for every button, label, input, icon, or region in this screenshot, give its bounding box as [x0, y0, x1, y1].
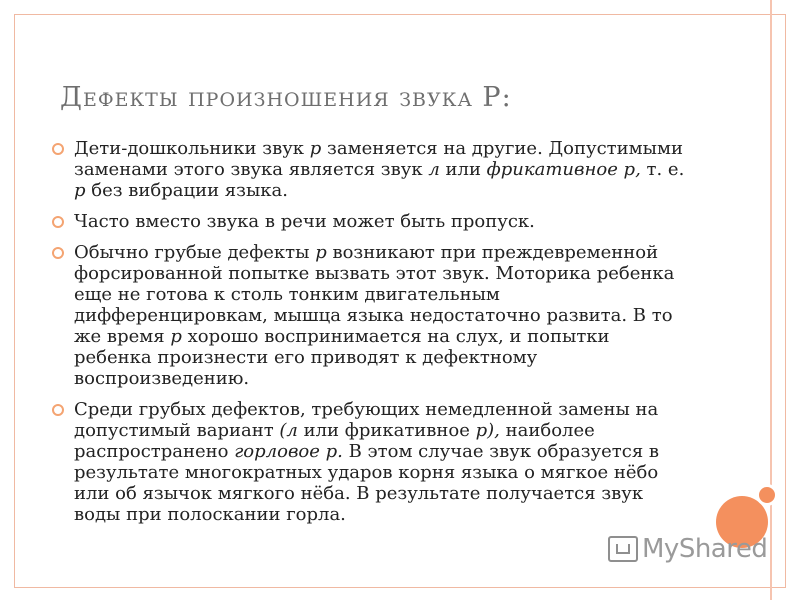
bullet-text: или — [439, 159, 487, 180]
bullet-text: заменяется на другие. Допустимыми заменами этого звука является звук — [74, 138, 683, 180]
bullet-text: Дети-дошкольники звук — [74, 138, 310, 159]
bullet-text: возникают при преждевременной форсированной попытке вызвать этот звук. Моторика ребенка еще не готова к столь тонким двигательным дифференцировкам, мышца языка недостаточно развита. В то же время — [74, 242, 675, 347]
italic-text: л — [428, 159, 440, 180]
accent-circle-small — [756, 484, 778, 506]
bullet-text: или фрикативное — [297, 420, 476, 441]
bullet-text: наиболее распространено — [74, 420, 595, 462]
right-accent-line — [770, 0, 772, 600]
italic-text: р — [74, 180, 86, 201]
bullet-circle-icon — [52, 143, 64, 155]
bullet-text: В этом случае звук образуется в результате многократных ударов корня языка о мягкое нёбо или об язычок мягкого нёба. В результате получается звук воды при полоскании горла. — [74, 441, 660, 525]
italic-text: р — [170, 326, 182, 347]
slide-title: Дефекты произношения звука Р: — [60, 82, 512, 113]
bullet-text: т. е. — [640, 159, 685, 180]
logo-text: MyShared — [642, 534, 768, 564]
bullet-circle-icon — [52, 216, 64, 228]
italic-text: горловое р. — [234, 441, 343, 462]
bullet-item — [52, 211, 692, 232]
bullet-text: Часто вместо звука в речи может быть пропуск. — [74, 211, 535, 232]
bullet-item — [52, 399, 692, 525]
italic-text: р), — [475, 420, 500, 441]
italic-text: фрикативное р, — [486, 159, 641, 180]
bullet-circle-icon — [52, 404, 64, 416]
bullet-text: хорошо воспринимается на слух, и попытки ребенка произнести его приводят к дефектному воспроизведению. — [74, 326, 610, 389]
bullet-item — [52, 138, 692, 201]
myshared-logo — [608, 534, 767, 564]
bullet-text: Среди грубых дефектов, требующих немедленной замены на допустимый вариант — [74, 399, 659, 441]
italic-text: р — [315, 242, 327, 263]
italic-text: р — [309, 138, 322, 159]
bullet-text: без вибрации языка. — [85, 180, 288, 201]
bullet-item — [52, 242, 692, 389]
presentation-board-icon — [608, 536, 638, 562]
bullet-list — [52, 138, 692, 535]
italic-text: (л — [279, 420, 298, 441]
bullet-circle-icon — [52, 247, 64, 259]
bullet-text: Обычно грубые дефекты — [74, 242, 316, 263]
